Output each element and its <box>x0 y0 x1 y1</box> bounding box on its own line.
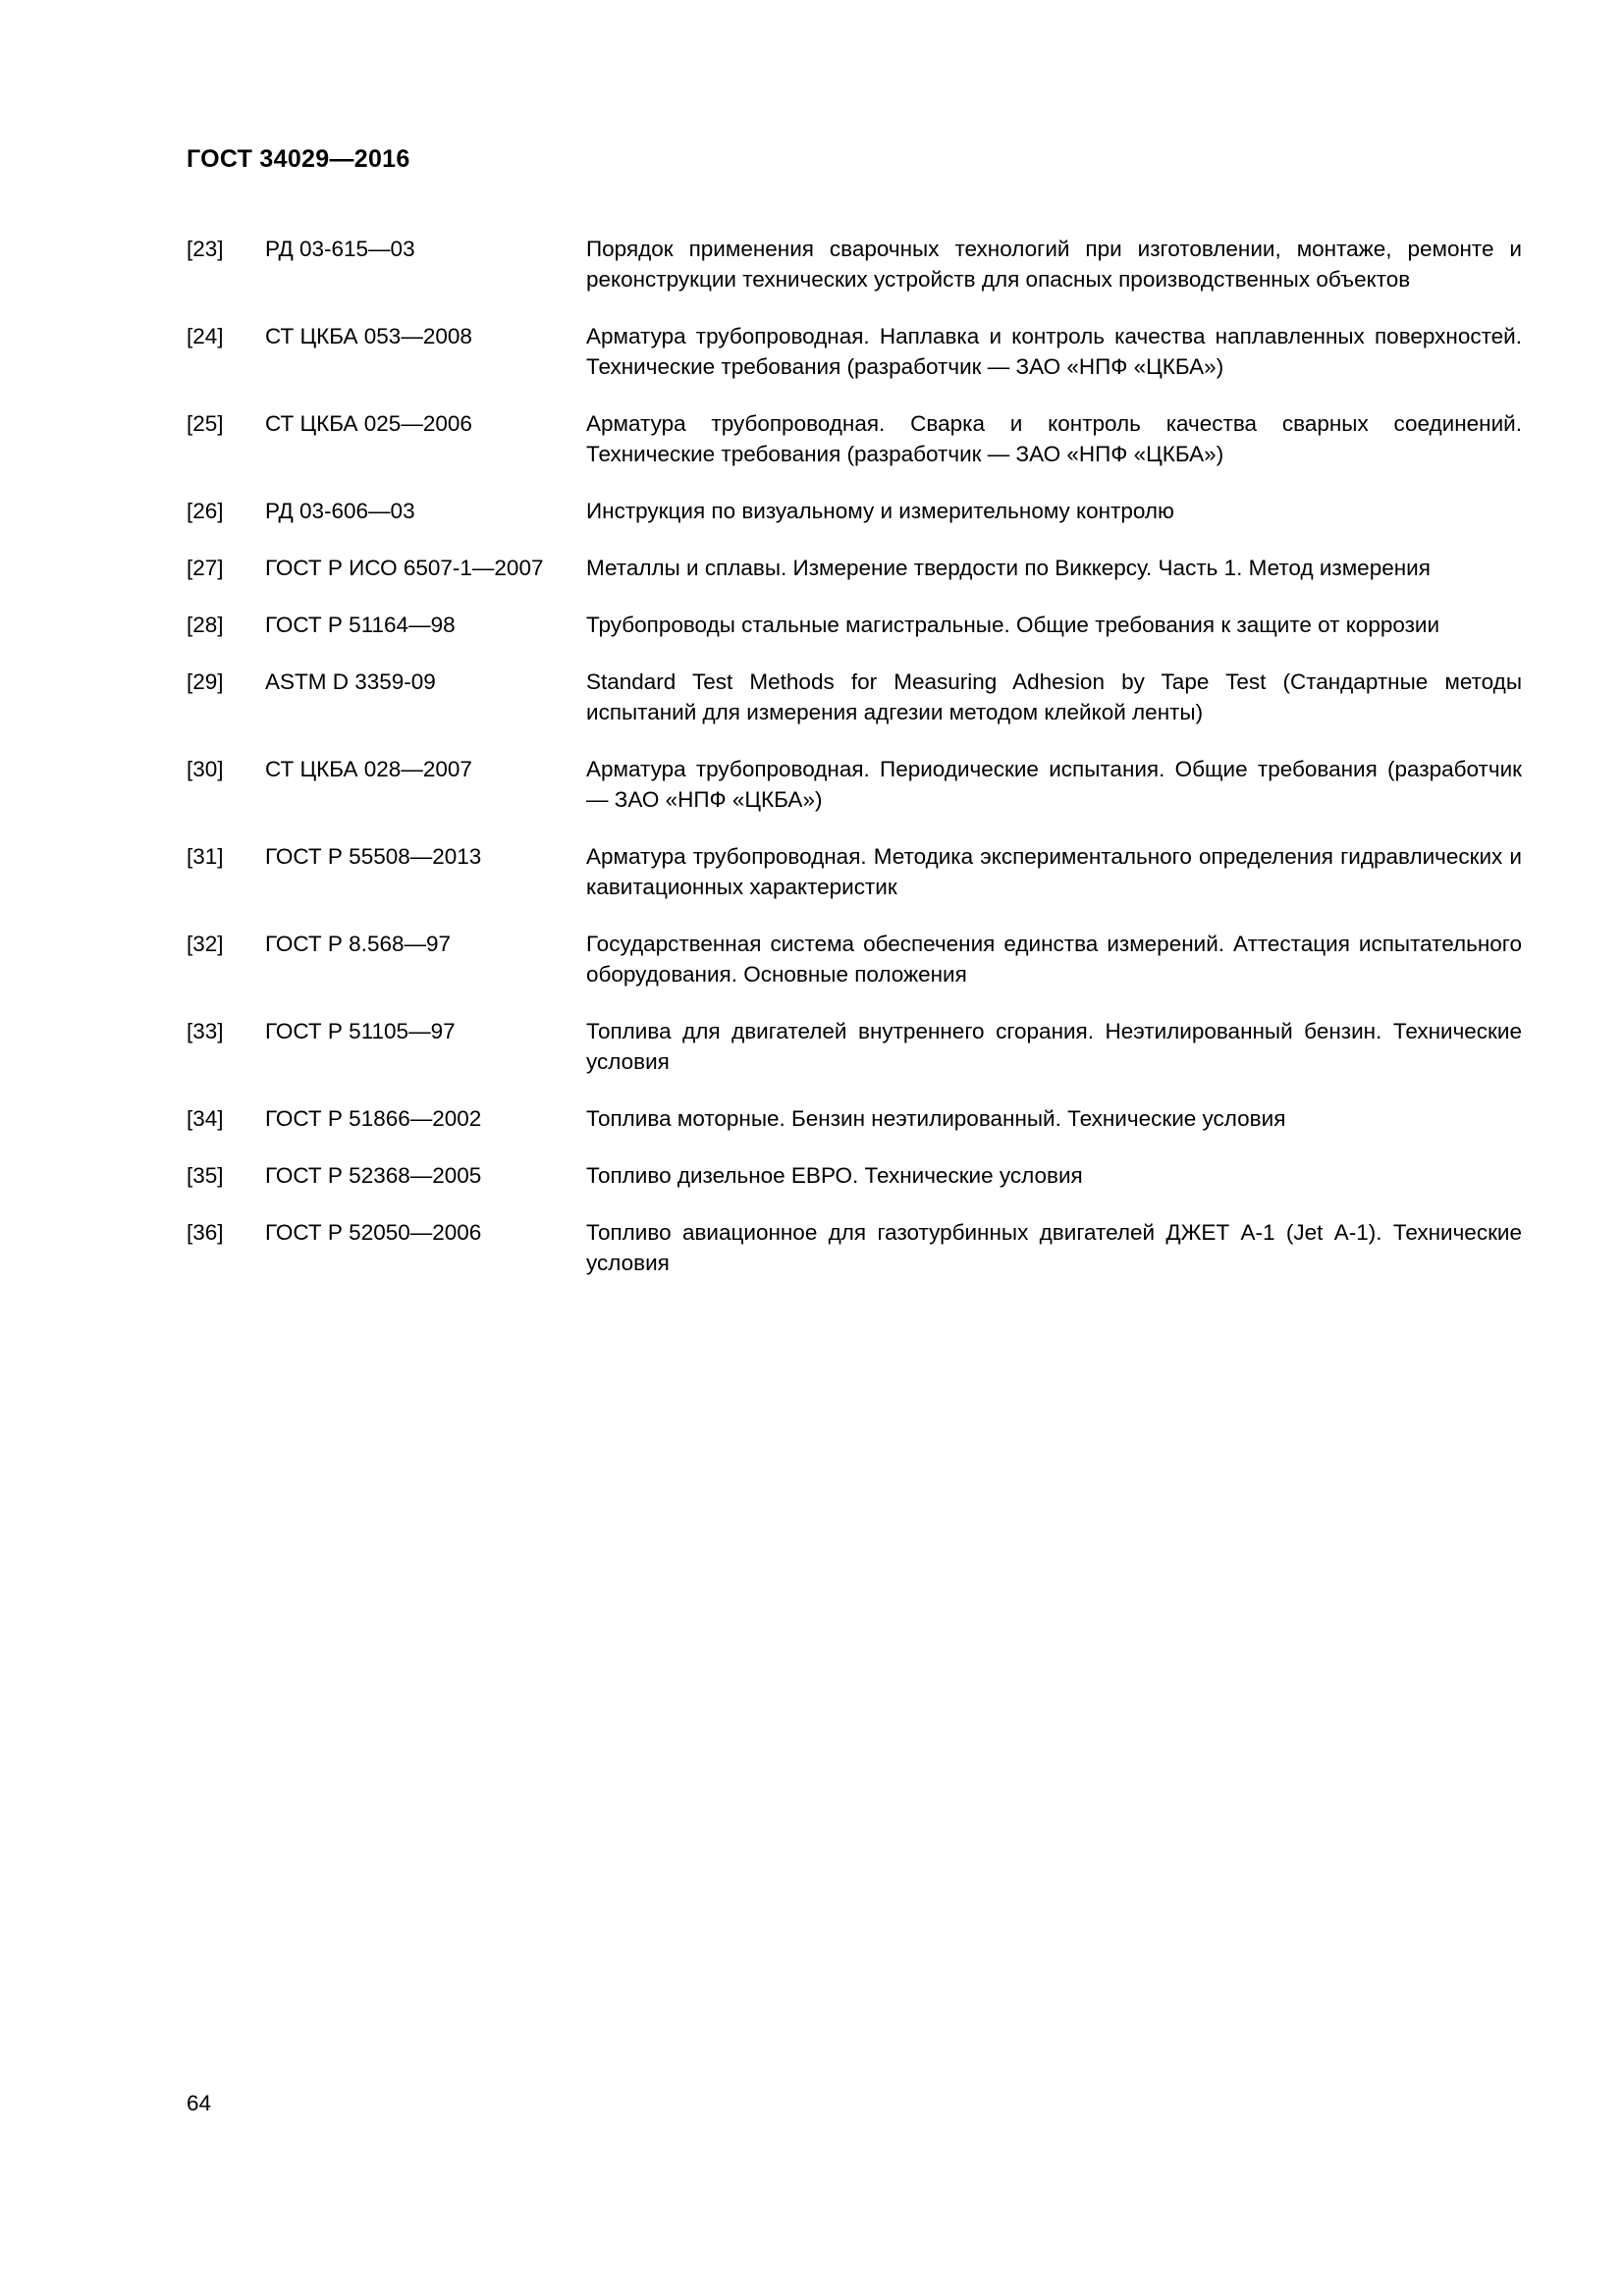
reference-code: СТ ЦКБА 053—2008 <box>265 324 472 348</box>
reference-number: [33] <box>187 1019 224 1043</box>
reference-title: Государственная система обеспечения единства измерений. Аттестация испытательного оборудования. Основные положения <box>586 932 1522 987</box>
reference-entry <box>187 841 1522 902</box>
reference-title: Арматура трубопроводная. Методика экспериментального определения гидравлических и кавитационных характеристик <box>586 844 1522 899</box>
bibliography-list <box>187 234 1522 1305</box>
reference-number: [35] <box>187 1163 224 1188</box>
reference-number: [24] <box>187 324 224 348</box>
reference-code: РД 03-615—03 <box>265 237 415 261</box>
reference-title: Топливо дизельное ЕВРО. Технические условия <box>586 1163 1083 1188</box>
reference-title: Топлива для двигателей внутреннего сгорания. Неэтилированный бензин. Технические условия <box>586 1019 1522 1074</box>
reference-code: ГОСТ Р 8.568—97 <box>265 932 452 956</box>
reference-entry <box>187 754 1522 815</box>
reference-title: Порядок применения сварочных технологий при изготовлении, монтаже, ремонте и реконструкции технических устройств для опасных производственных объектов <box>586 237 1522 292</box>
reference-title: Инструкция по визуальному и измерительному контролю <box>586 499 1174 523</box>
reference-code: СТ ЦКБА 025—2006 <box>265 411 472 436</box>
reference-code: ГОСТ Р ИСО 6507-1—2007 <box>265 556 544 580</box>
reference-code: ГОСТ Р 51866—2002 <box>265 1106 482 1131</box>
reference-title: Топливо авиационное для газотурбинных двигателей ДЖЕТ А-1 (Jet А-1). Технические условия <box>586 1220 1522 1275</box>
reference-number: [23] <box>187 237 224 261</box>
reference-code: ГОСТ Р 52050—2006 <box>265 1220 482 1245</box>
reference-title: Трубопроводы стальные магистральные. Общие требования к защите от коррозии <box>586 613 1440 637</box>
reference-code: РД 03-606—03 <box>265 499 415 523</box>
reference-entry <box>187 321 1522 382</box>
reference-entry <box>187 1103 1522 1134</box>
reference-number: [32] <box>187 932 224 956</box>
reference-number: [30] <box>187 757 224 781</box>
reference-number: [29] <box>187 669 224 694</box>
reference-code: ГОСТ Р 51164—98 <box>265 613 456 637</box>
reference-code: ГОСТ Р 55508—2013 <box>265 844 482 869</box>
reference-title: Металлы и сплавы. Измерение твердости по Виккерсу. Часть 1. Метод измерения <box>586 556 1431 580</box>
reference-entry <box>187 1016 1522 1077</box>
reference-entry <box>187 667 1522 727</box>
reference-title: Арматура трубопроводная. Сварка и контроль качества сварных соединений. Технические требования (разработчик — ЗАО «НПФ «ЦКБА») <box>586 411 1522 466</box>
reference-code: ГОСТ Р 51105—97 <box>265 1019 456 1043</box>
reference-entry <box>187 610 1522 640</box>
reference-entry <box>187 1160 1522 1191</box>
reference-entry <box>187 496 1522 526</box>
reference-title: Арматура трубопроводная. Периодические испытания. Общие требования (разработчик — ЗАО «НПФ «ЦКБА») <box>586 757 1522 812</box>
reference-number: [25] <box>187 411 224 436</box>
reference-entry <box>187 1217 1522 1278</box>
reference-title: Standard Test Methods for Measuring Adhesion by Tape Test (Стандартные методы испытаний для измерения адгезии методом клейкой ленты) <box>586 669 1522 724</box>
reference-code: СТ ЦКБА 028—2007 <box>265 757 472 781</box>
reference-entry <box>187 408 1522 469</box>
reference-entry <box>187 553 1522 583</box>
reference-number: [36] <box>187 1220 224 1245</box>
reference-code: ASTM D 3359-09 <box>265 669 436 694</box>
reference-title: Топлива моторные. Бензин неэтилированный. Технические условия <box>586 1106 1286 1131</box>
reference-number: [31] <box>187 844 224 869</box>
reference-number: [27] <box>187 556 224 580</box>
page-header: ГОСТ 34029—2016 <box>187 145 410 173</box>
reference-title: Арматура трубопроводная. Наплавка и контроль качества наплавленных поверхностей. Технические требования (разработчик — ЗАО «НПФ «ЦКБА») <box>586 324 1522 379</box>
reference-number: [34] <box>187 1106 224 1131</box>
reference-number: [26] <box>187 499 224 523</box>
reference-number: [28] <box>187 613 224 637</box>
page-number: 64 <box>187 2091 212 2115</box>
reference-entry <box>187 929 1522 989</box>
reference-entry <box>187 234 1522 294</box>
reference-code: ГОСТ Р 52368—2005 <box>265 1163 482 1188</box>
